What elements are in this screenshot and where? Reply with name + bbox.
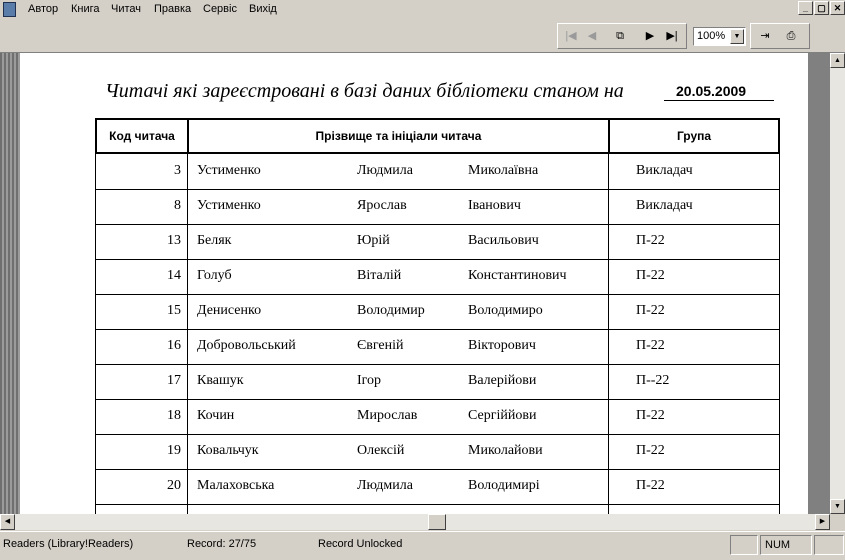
reader-name: Людмила [357, 163, 413, 178]
menu-service[interactable]: Сервіс [203, 3, 237, 15]
exit-icon[interactable]: ⇥ [760, 30, 770, 42]
column-separator [187, 469, 188, 504]
table-row-partial [95, 504, 780, 514]
column-separator [187, 329, 188, 364]
reader-id: 20 [167, 478, 181, 493]
status-panel-extra [814, 535, 844, 555]
table-row [95, 189, 780, 225]
reader-id: 13 [167, 233, 181, 248]
scroll-right-icon[interactable]: ▶ [815, 514, 830, 530]
menu-edit[interactable]: Правка [154, 3, 192, 15]
table-row [95, 154, 780, 190]
page-shadow-left [0, 53, 20, 514]
column-separator [187, 294, 188, 329]
reader-patronymic: Вікторович [468, 338, 536, 353]
table-row [95, 364, 780, 400]
table-row [95, 434, 780, 470]
column-separator [608, 329, 609, 364]
scroll-thumb[interactable] [428, 514, 446, 530]
status-num: NUM [765, 539, 791, 551]
report-date: 20.05.2009 [664, 83, 774, 101]
column-header-group: Група [608, 118, 780, 154]
close-button[interactable]: ✕ [830, 1, 845, 15]
reader-id: 18 [167, 408, 181, 423]
reader-surname: Добровольський [197, 338, 296, 353]
status-panel-num [760, 535, 812, 555]
reader-id: 3 [174, 163, 181, 178]
status-record: Record: 27/75 [187, 538, 257, 550]
app-icon[interactable] [3, 2, 16, 17]
last-page-icon[interactable]: ▶| [666, 30, 678, 42]
chevron-down-icon[interactable]: ▼ [730, 29, 744, 44]
reader-group: П-22 [636, 303, 665, 318]
page-shadow-right [808, 53, 830, 514]
next-page-icon[interactable]: ▶ [645, 30, 655, 42]
horizontal-scrollbar[interactable] [0, 514, 830, 530]
column-separator [187, 399, 188, 434]
status-lock: Record Unlocked [318, 538, 403, 550]
reader-name: Віталій [357, 268, 402, 283]
column-separator [187, 189, 188, 224]
table-row [95, 224, 780, 260]
zoom-select[interactable] [693, 27, 746, 46]
report-page [20, 53, 808, 514]
reader-group: П-22 [636, 443, 665, 458]
reader-surname: Малаховська [197, 478, 275, 493]
copy-pages-icon[interactable]: ⧉ [616, 30, 624, 42]
reader-surname: Денисенко [197, 303, 262, 318]
reader-id: 14 [167, 268, 181, 283]
window-controls [798, 1, 845, 15]
zoom-value: 100% [697, 30, 726, 42]
menu-author[interactable]: Автор [28, 3, 59, 15]
first-page-icon[interactable]: |◀ [565, 30, 577, 42]
report-viewport [0, 53, 830, 514]
menu-reader[interactable]: Читач [111, 3, 141, 15]
reader-id: 8 [174, 198, 181, 213]
menu-bar [0, 0, 845, 20]
reader-name: Людмила [357, 478, 413, 493]
reader-id: 15 [167, 303, 181, 318]
table-row [95, 329, 780, 365]
table-left-border [95, 154, 96, 514]
reader-name: Володимир [357, 303, 425, 318]
reader-group: П-22 [636, 268, 665, 283]
status-panel-empty [730, 535, 758, 555]
column-separator [608, 469, 609, 504]
reader-group: П--22 [636, 373, 670, 388]
reader-patronymic: Константинович [468, 268, 567, 283]
reader-group: П-22 [636, 233, 665, 248]
column-separator [608, 504, 609, 514]
scroll-down-icon[interactable]: ▼ [830, 499, 845, 514]
column-separator [608, 189, 609, 224]
reader-patronymic: Васильович [468, 233, 539, 248]
restore-button[interactable]: ▢ [814, 1, 829, 15]
status-bar [0, 531, 845, 560]
reader-surname: Кочин [197, 408, 235, 423]
reader-name: Юрій [357, 233, 390, 248]
reader-surname: Устименко [197, 198, 261, 213]
report-title: Читачі які зареєстровані в базі даних бібліотеки станом на [105, 80, 624, 102]
reader-patronymic: Володимиро [468, 303, 543, 318]
reader-name: Євгеній [357, 338, 404, 353]
reader-patronymic: Миколаївна [468, 163, 539, 178]
column-separator [187, 434, 188, 469]
column-separator [608, 154, 609, 189]
menu-exit[interactable]: Вихід [249, 3, 277, 15]
table-row [95, 259, 780, 295]
reader-group: П-22 [636, 408, 665, 423]
table-row [95, 399, 780, 435]
column-separator [608, 259, 609, 294]
reader-patronymic: Сергіййови [468, 408, 537, 423]
reader-name: Ярослав [357, 198, 407, 213]
reader-surname: Квашук [197, 373, 244, 388]
column-separator [187, 259, 188, 294]
column-header-name: Прізвище та ініціали читача [187, 118, 610, 154]
column-separator [608, 224, 609, 259]
reader-name: Олексій [357, 443, 405, 458]
vertical-scrollbar[interactable] [830, 53, 845, 514]
reader-group: П-22 [636, 478, 665, 493]
reader-surname: Беляк [197, 233, 232, 248]
status-object: Readers (Library!Readers) [3, 538, 134, 550]
column-separator [608, 294, 609, 329]
reader-id: 16 [167, 338, 181, 353]
reader-surname: Ковальчук [197, 443, 259, 458]
column-separator [187, 504, 188, 514]
reader-patronymic: Володимирі [468, 478, 540, 493]
printer-icon[interactable]: ⎙ [786, 30, 796, 42]
column-separator [608, 399, 609, 434]
action-group [750, 23, 810, 49]
reader-patronymic: Миколайови [468, 443, 543, 458]
reader-group: П-22 [636, 338, 665, 353]
reader-name: Мирослав [357, 408, 418, 423]
column-separator [608, 434, 609, 469]
column-separator [608, 364, 609, 399]
table-right-border [779, 154, 780, 514]
scroll-left-icon[interactable]: ◀ [0, 514, 15, 530]
reader-surname: Голуб [197, 268, 232, 283]
column-header-id: Код читача [95, 118, 189, 154]
reader-id: 19 [167, 443, 181, 458]
previous-page-icon[interactable]: ◀ [587, 30, 597, 42]
reader-id: 17 [167, 373, 181, 388]
navigation-group [557, 23, 687, 49]
scroll-up-icon[interactable]: ▲ [830, 53, 845, 68]
column-separator [187, 224, 188, 259]
scroll-corner [830, 514, 845, 530]
reader-group: Викладач [636, 198, 693, 213]
minimize-button[interactable]: _ [798, 1, 813, 15]
reader-surname: Устименко [197, 163, 261, 178]
reader-group: Викладач [636, 163, 693, 178]
reader-patronymic: Іванович [468, 198, 521, 213]
reader-patronymic: Валерійови [468, 373, 537, 388]
reader-name: Ігор [357, 373, 382, 388]
table-row [95, 294, 780, 330]
menu-book[interactable]: Книга [71, 3, 100, 15]
table-row [95, 469, 780, 505]
column-separator [187, 154, 188, 189]
column-separator [187, 364, 188, 399]
